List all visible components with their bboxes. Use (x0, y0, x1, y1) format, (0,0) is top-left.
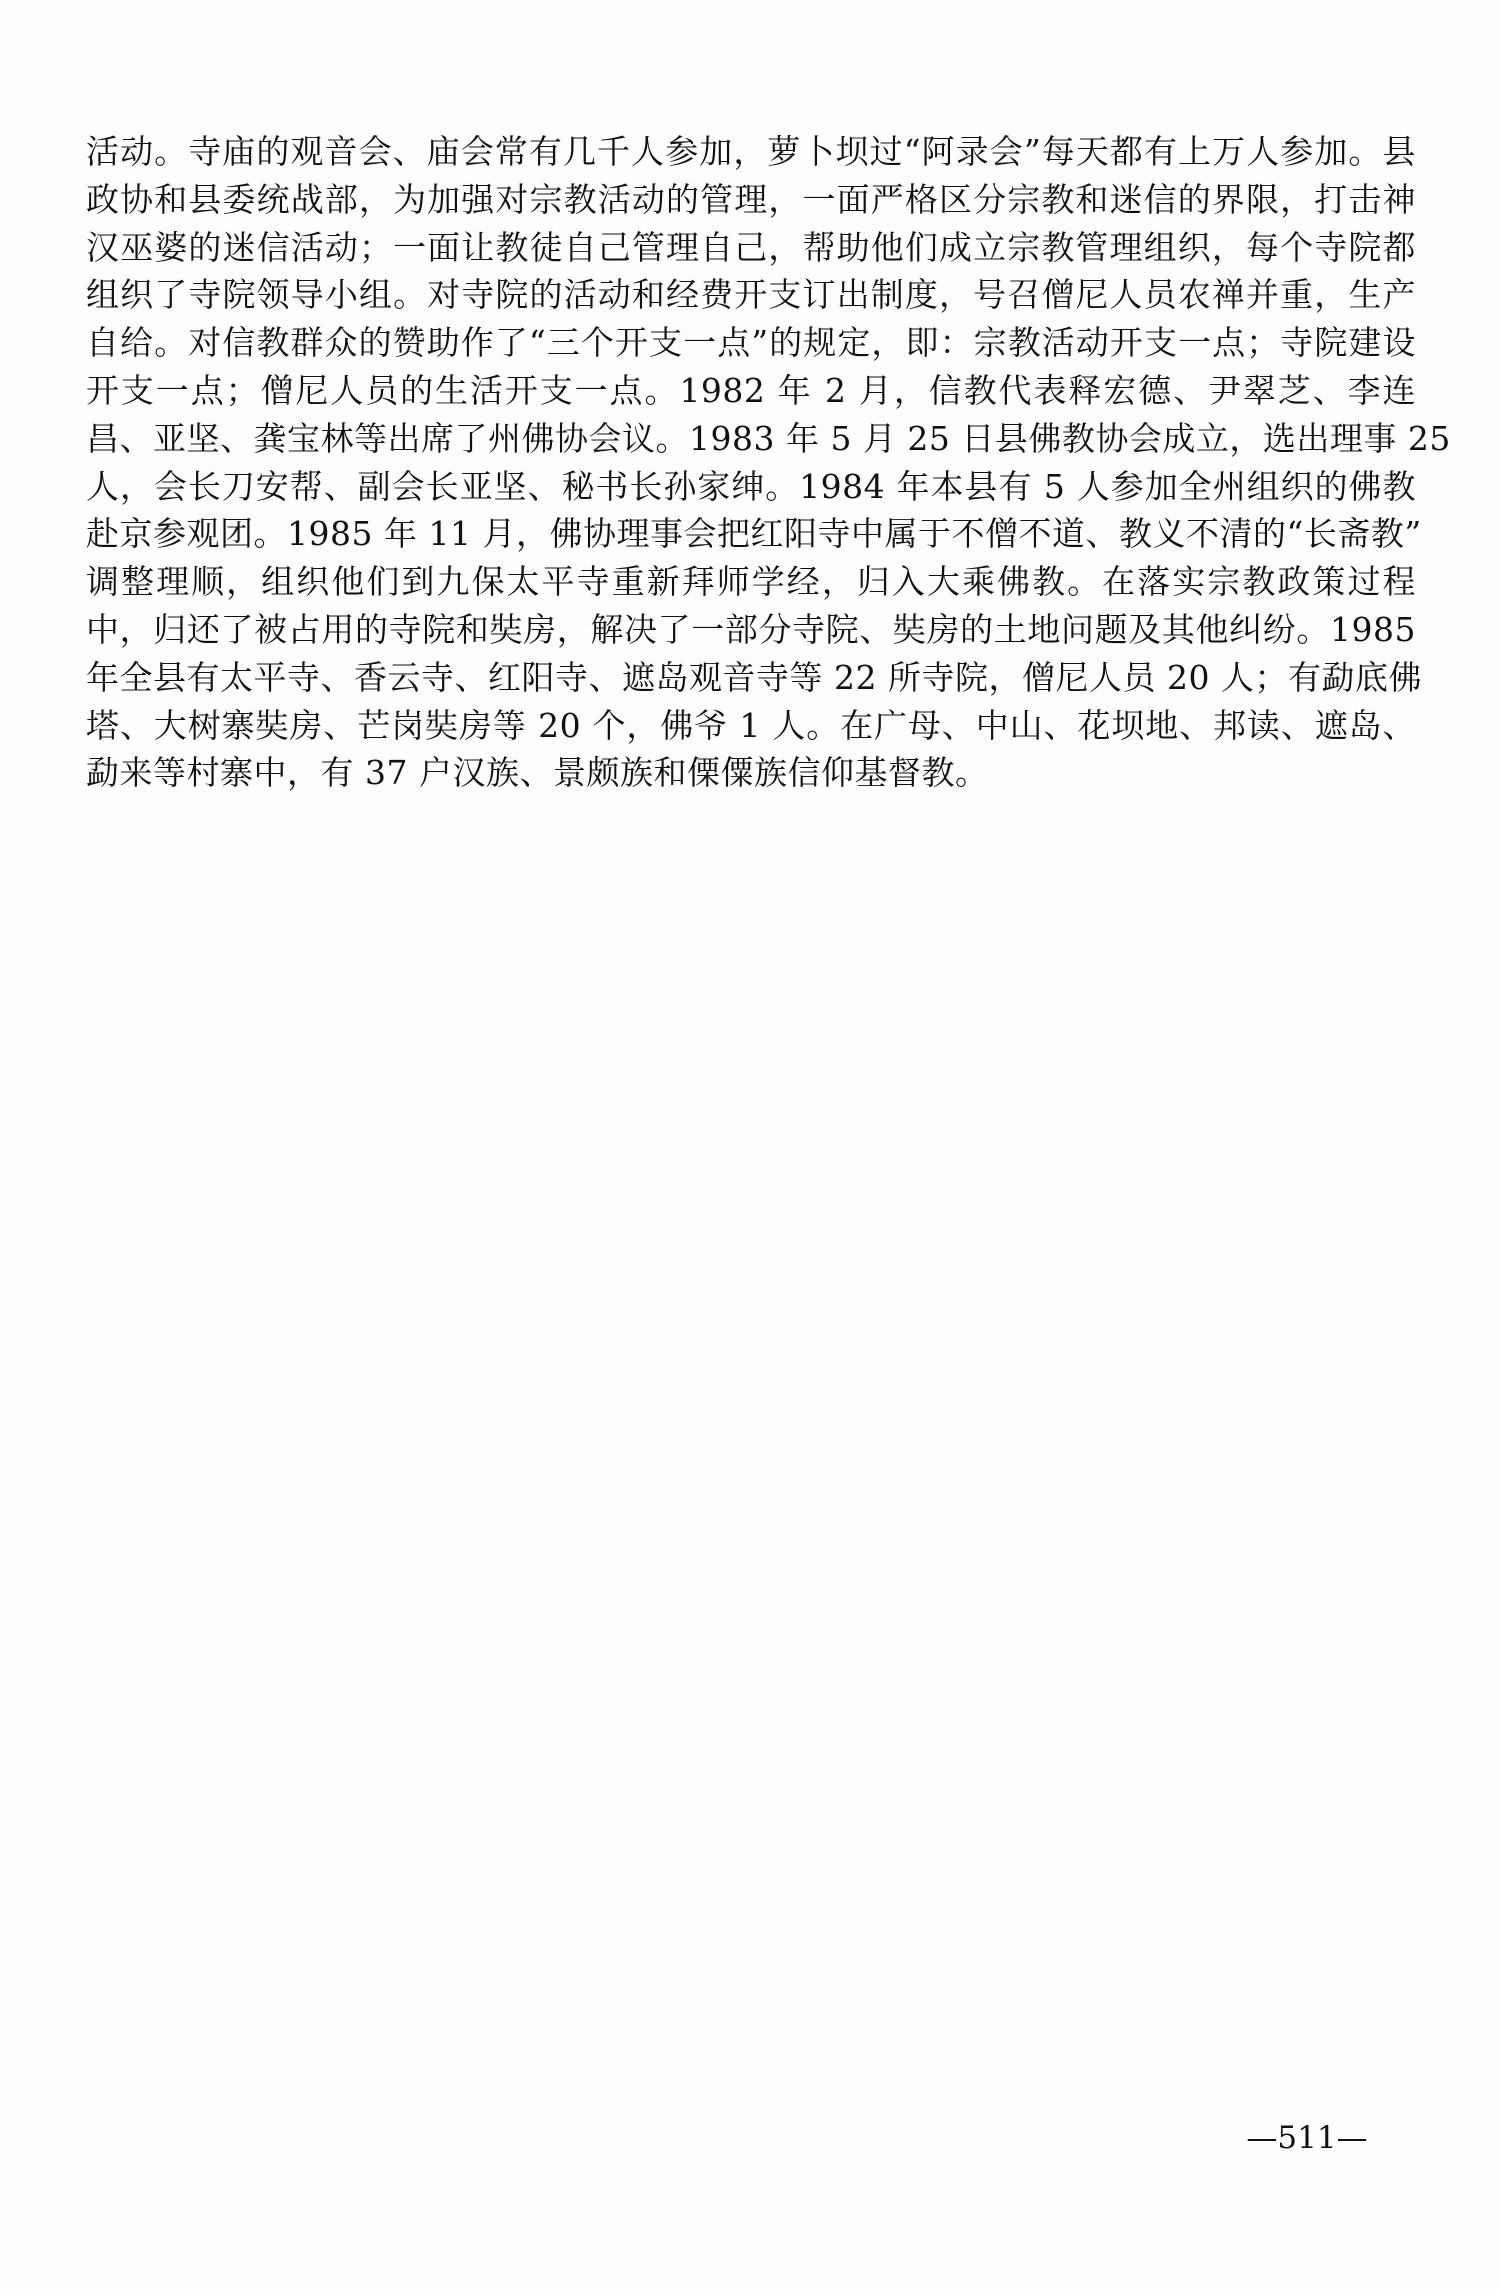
text-line: 中，归还了被占用的寺院和奘房，解决了一部分寺院、奘房的土地问题及其他纠纷。1985 (86, 609, 1416, 649)
page-number: —511— (1246, 2120, 1368, 2156)
text-line: 组织了寺院领导小组。对寺院的活动和经费开支订出制度，号召僧尼人员农禅并重，生产 (86, 275, 1416, 315)
text-line: 年全县有太平寺、香云寺、红阳寺、遮岛观音寺等 22 所寺院，僧尼人员 20 人；有勐底佛 (86, 657, 1422, 697)
text-line: 政协和县委统战部，为加强对宗教活动的管理，一面严格区分宗教和迷信的界限，打击神 (86, 179, 1416, 219)
text-line: 自给。对信教群众的赞助作了“三个开支一点”的规定，即：宗教活动开支一点；寺院建设 (86, 323, 1416, 363)
text-line: 活动。寺庙的观音会、庙会常有几千人参加，萝卜坝过“阿录会”每天都有上万人参加。县 (86, 132, 1416, 171)
text-line: 塔、大树寨奘房、芒岗奘房等 20 个，佛爷 1 人。在广母、中山、花坝地、邦读、遮岛、 (86, 705, 1416, 745)
text-line-last: 勐来等村寨中，有 37 户汉族、景颇族和傈僳族信仰基督教。 (86, 753, 989, 793)
text-line: 赴京参观团。1985 年 11 月，佛协理事会把红阳寺中属于不僧不道、教义不清的“长斋教” (86, 514, 1422, 554)
text-line: 人，会长刀安帮、副会长亚坚、秘书长孙家绅。1984 年本县有 5 人参加全州组织的佛教 (86, 466, 1416, 506)
text-line: 昌、亚坚、龚宝林等出席了州佛协会议。1983 年 5 月 25 日县佛教协会成立，选出理事 25 (86, 418, 1451, 458)
body-paragraph (86, 128, 1451, 797)
text-line: 汉巫婆的迷信活动；一面让教徒自己管理自己，帮助他们成立宗教管理组织，每个寺院都 (86, 227, 1416, 267)
text-line: 开支一点；僧尼人员的生活开支一点。1982 年 2 月，信教代表释宏德、尹翠芝、李连 (86, 370, 1416, 410)
text-line: 调整理顺，组织他们到九保太平寺重新拜师学经，归入大乘佛教。在落实宗教政策过程 (86, 562, 1416, 602)
